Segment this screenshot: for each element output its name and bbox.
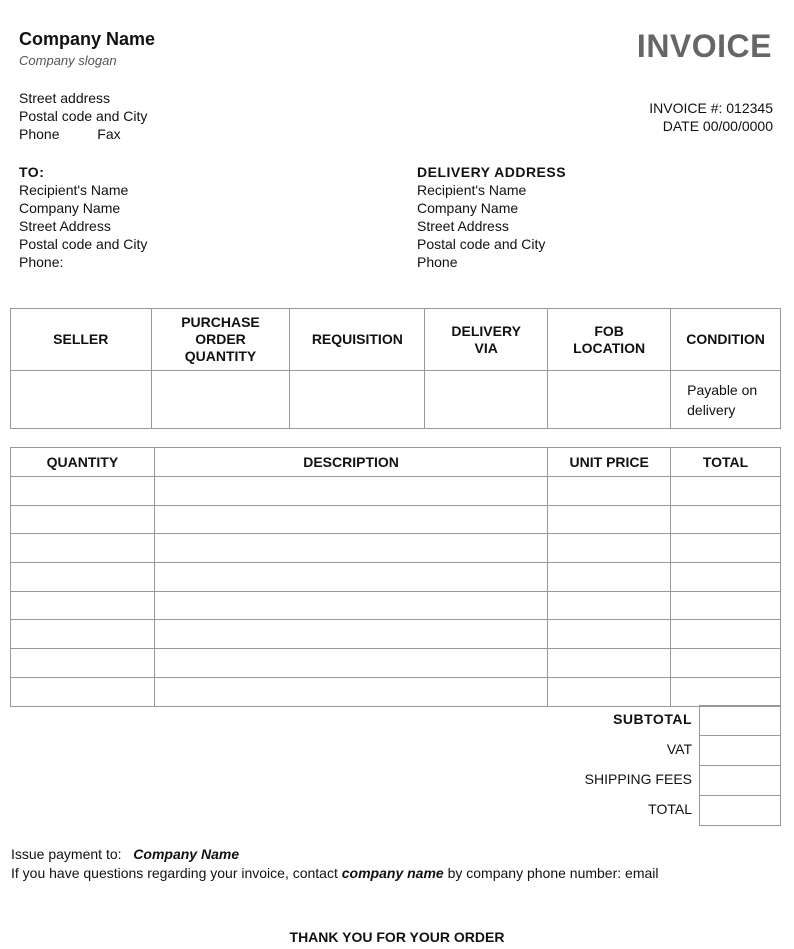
quantity-cell[interactable] — [11, 591, 155, 620]
col-header-total: TOTAL — [671, 448, 781, 477]
company-fax: Fax — [97, 126, 121, 142]
unit-price-cell[interactable] — [548, 534, 671, 563]
total-cell[interactable] — [671, 677, 781, 706]
totals-table — [699, 705, 781, 826]
delivery-heading: DELIVERY ADDRESS — [417, 164, 567, 180]
subtotal-value[interactable] — [700, 706, 781, 736]
company-phone: Phone — [19, 126, 60, 142]
description-cell[interactable] — [154, 477, 547, 506]
issue-payment-label: Issue payment to: — [11, 846, 122, 862]
company-address — [19, 89, 147, 143]
description-cell[interactable] — [154, 677, 547, 706]
recipient-block — [19, 163, 147, 271]
invoice-date: DATE 00/00/0000 — [662, 118, 773, 134]
unit-price-cell[interactable] — [548, 620, 671, 649]
quantity-cell[interactable] — [11, 477, 155, 506]
total-cell[interactable] — [671, 620, 781, 649]
unit-price-cell[interactable] — [548, 563, 671, 592]
quantity-cell[interactable] — [11, 534, 155, 563]
unit-price-cell[interactable] — [548, 591, 671, 620]
invoice-meta — [649, 99, 773, 135]
company-name: Company Name — [19, 29, 156, 49]
to-line: Street Address — [19, 218, 111, 234]
order-header-row — [11, 309, 781, 371]
total-value[interactable] — [700, 796, 781, 826]
to-line: Postal code and City — [19, 236, 148, 252]
shipping-fees-label: SHIPPING FEES — [584, 771, 692, 787]
totals-labels — [585, 708, 692, 828]
quantity-cell[interactable] — [11, 620, 155, 649]
col-header-unit-price: UNIT PRICE — [548, 448, 671, 477]
issue-payment-company: Company Name — [133, 846, 240, 862]
condition-value: Payable on delivery — [687, 381, 758, 418]
shipping-fees-value[interactable] — [700, 766, 781, 796]
questions-suffix: by company phone number: email — [447, 865, 659, 881]
po-quantity-cell[interactable] — [151, 371, 290, 429]
col-header-seller: SELLER — [11, 309, 152, 371]
total-cell[interactable] — [671, 534, 781, 563]
vat-value[interactable] — [700, 736, 781, 766]
unit-price-cell[interactable] — [548, 649, 671, 678]
delivery-line: Company Name — [417, 200, 519, 216]
company-postal-city: Postal code and City — [19, 108, 148, 124]
total-cell[interactable] — [671, 505, 781, 534]
table-row — [11, 649, 781, 678]
to-line: Company Name — [19, 200, 121, 216]
total-label: TOTAL — [648, 801, 692, 817]
delivery-address-block — [417, 163, 566, 271]
questions-prefix: If you have questions regarding your invoice, contact — [11, 865, 338, 881]
col-header-condition: CONDITION — [671, 309, 781, 371]
delivery-via-cell[interactable] — [425, 371, 548, 429]
table-row — [11, 477, 781, 506]
line-items-table — [10, 447, 781, 707]
description-cell[interactable] — [154, 591, 547, 620]
seller-cell[interactable] — [11, 371, 152, 429]
description-cell[interactable] — [154, 620, 547, 649]
company-street: Street address — [19, 90, 111, 106]
invoice-title: INVOICE — [636, 28, 772, 64]
quantity-cell[interactable] — [11, 677, 155, 706]
fob-location-cell[interactable] — [548, 371, 671, 429]
invoice-number: INVOICE #: 012345 — [649, 100, 773, 116]
vat-label: VAT — [666, 741, 692, 757]
to-heading: TO: — [19, 164, 45, 180]
description-cell[interactable] — [154, 563, 547, 592]
unit-price-cell[interactable] — [548, 677, 671, 706]
total-cell[interactable] — [671, 591, 781, 620]
issue-payment-line — [11, 846, 239, 862]
order-details-table — [10, 308, 781, 429]
table-row — [11, 505, 781, 534]
description-cell[interactable] — [154, 534, 547, 563]
col-header-requisition: REQUISITION — [290, 309, 425, 371]
col-header-quantity: QUANTITY — [11, 448, 155, 477]
description-cell[interactable] — [154, 505, 547, 534]
table-row — [11, 534, 781, 563]
items-header-row — [11, 448, 781, 477]
questions-line — [11, 865, 659, 881]
condition-cell[interactable] — [671, 371, 781, 429]
company-slogan: Company slogan — [19, 53, 117, 68]
subtotal-label: SUBTOTAL — [613, 711, 692, 727]
quantity-cell[interactable] — [11, 505, 155, 534]
delivery-line: Street Address — [417, 218, 509, 234]
description-cell[interactable] — [154, 649, 547, 678]
company-phone-fax — [19, 125, 147, 143]
quantity-cell[interactable] — [11, 563, 155, 592]
table-row — [11, 677, 781, 706]
total-cell[interactable] — [671, 649, 781, 678]
order-value-row — [11, 371, 781, 429]
delivery-line: Postal code and City — [417, 236, 546, 252]
col-header-fob-location: FOB LOCATION — [548, 309, 671, 371]
table-row — [11, 620, 781, 649]
col-header-po-quantity: PURCHASE ORDER QUANTITY — [151, 309, 290, 371]
questions-company: company name — [341, 865, 444, 881]
unit-price-cell[interactable] — [548, 505, 671, 534]
quantity-cell[interactable] — [11, 649, 155, 678]
col-header-description: DESCRIPTION — [154, 448, 547, 477]
table-row — [11, 591, 781, 620]
delivery-line: Phone — [417, 254, 458, 270]
delivery-line: Recipient's Name — [417, 182, 527, 198]
total-cell[interactable] — [671, 563, 781, 592]
unit-price-cell[interactable] — [548, 477, 671, 506]
total-cell[interactable] — [671, 477, 781, 506]
col-header-delivery-via: DELIVERY VIA — [425, 309, 548, 371]
requisition-cell[interactable] — [290, 371, 425, 429]
to-line: Recipient's Name — [19, 182, 129, 198]
thank-you-message: THANK YOU FOR YOUR ORDER — [289, 929, 505, 945]
to-line: Phone: — [19, 254, 64, 270]
table-row — [11, 563, 781, 592]
